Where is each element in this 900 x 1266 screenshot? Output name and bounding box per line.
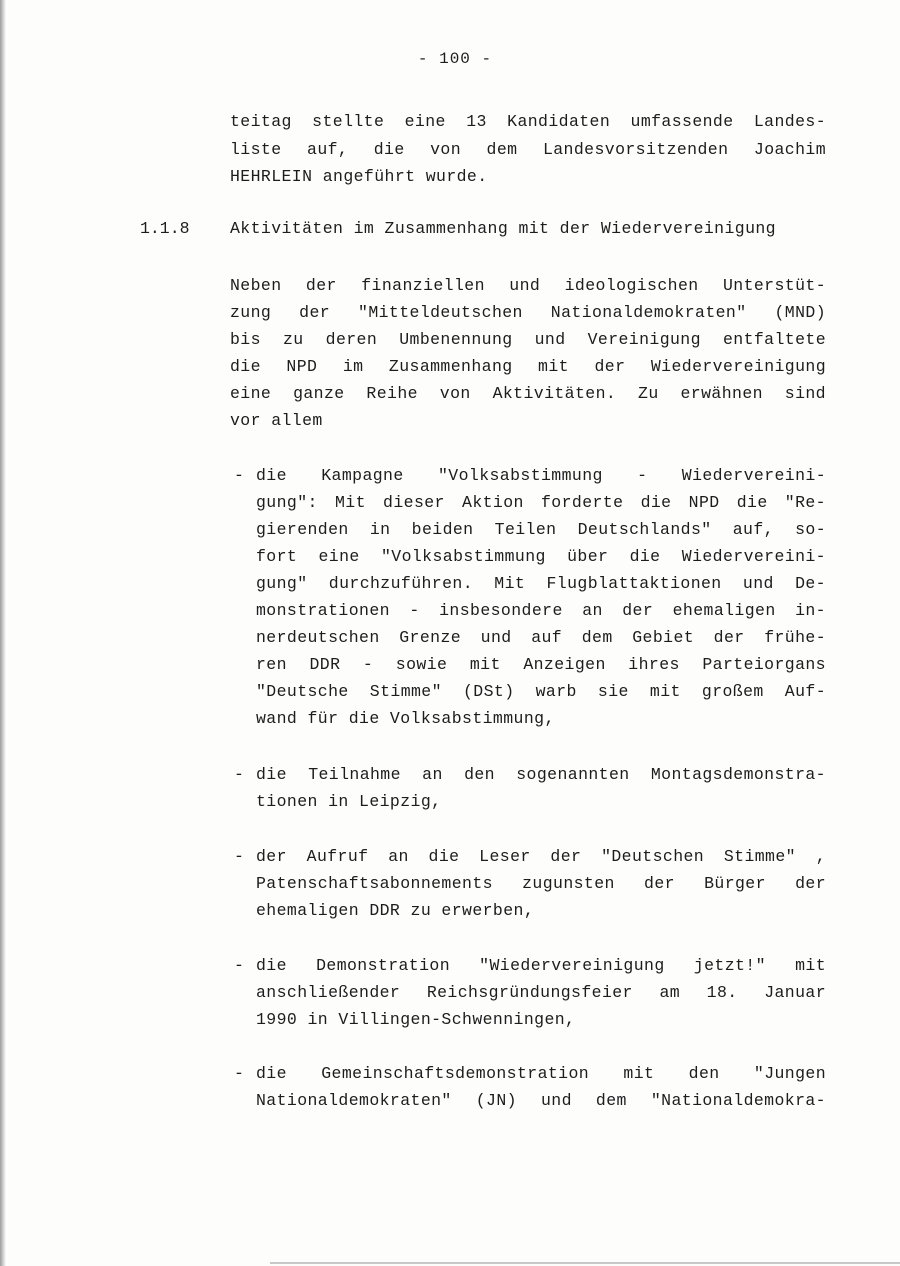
bullet-line: Nationaldemokraten" (JN) und dem "Nationaldemokra- [256, 1091, 826, 1110]
page-number: - 100 - [417, 50, 493, 68]
bullet-dash: - [234, 956, 244, 975]
bullet-line: gung" durchzuführen. Mit Flugblattaktionen und De- [256, 574, 826, 593]
bullet-line: die Teilnahme an den sogenannten Montagsdemonstra- [256, 765, 826, 784]
section-number: 1.1.8 [140, 219, 190, 238]
scan-edge-shadow [0, 0, 6, 1266]
paragraph-line: vor allem [230, 411, 323, 430]
section-title: Aktivitäten im Zusammenhang mit der Wiedervereinigung [230, 219, 776, 238]
bullet-line: die Kampagne "Volksabstimmung - Wiedervereini- [256, 466, 826, 485]
bottom-scan-rule [270, 1262, 900, 1264]
bullet-line: 1990 in Villingen-Schwenningen, [256, 1010, 576, 1029]
bullet-line: gung": Mit dieser Aktion forderte die NPD die "Re- [256, 493, 826, 512]
bullet-line: ehemaligen DDR zu erwerben, [256, 901, 535, 920]
bullet-dash: - [234, 847, 244, 866]
bullet-line: fort eine "Volksabstimmung über die Wiedervereini- [256, 547, 826, 566]
bullet-line: "Deutsche Stimme" (DSt) warb sie mit großem Auf- [256, 682, 826, 701]
paragraph-line: bis zu deren Umbenennung und Vereinigung entfaltete [230, 330, 826, 349]
bullet-line: wand für die Volksabstimmung, [256, 709, 555, 728]
bullet-line: anschließender Reichsgründungsfeier am 18. Januar [256, 983, 826, 1002]
bullet-line: gierenden in beiden Teilen Deutschlands" auf, so- [256, 520, 826, 539]
intro-line: liste auf, die von dem Landesvorsitzenden Joachim [230, 140, 826, 159]
paragraph-line: eine ganze Reihe von Aktivitäten. Zu erwähnen sind [230, 384, 826, 403]
bullet-line: der Aufruf an die Leser der "Deutschen Stimme" , [256, 847, 826, 866]
paragraph-line: zung der "Mitteldeutschen Nationaldemokraten" (MND) [230, 303, 826, 322]
bullet-dash: - [234, 765, 244, 784]
bullet-line: die Gemeinschaftsdemonstration mit den "Jungen [256, 1064, 826, 1083]
paragraph-line: Neben der finanziellen und ideologischen Unterstüt- [230, 276, 826, 295]
bullet-line: die Demonstration "Wiedervereinigung jetzt!" mit [256, 956, 826, 975]
bullet-dash: - [234, 1064, 244, 1083]
intro-line: teitag stellte eine 13 Kandidaten umfassende Landes- [230, 112, 826, 131]
bullet-dash: - [234, 466, 244, 485]
bullet-line: monstrationen - insbesondere an der ehemaligen in- [256, 601, 826, 620]
bullet-line: Patenschaftsabonnements zugunsten der Bürger der [256, 874, 826, 893]
bullet-line: nerdeutschen Grenze und auf dem Gebiet der frühe- [256, 628, 826, 647]
bullet-line: tionen in Leipzig, [256, 792, 442, 811]
bullet-line: ren DDR - sowie mit Anzeigen ihres Parteiorgans [256, 655, 826, 674]
intro-line: HEHRLEIN angeführt wurde. [230, 167, 488, 186]
paragraph-line: die NPD im Zusammenhang mit der Wiedervereinigung [230, 357, 826, 376]
